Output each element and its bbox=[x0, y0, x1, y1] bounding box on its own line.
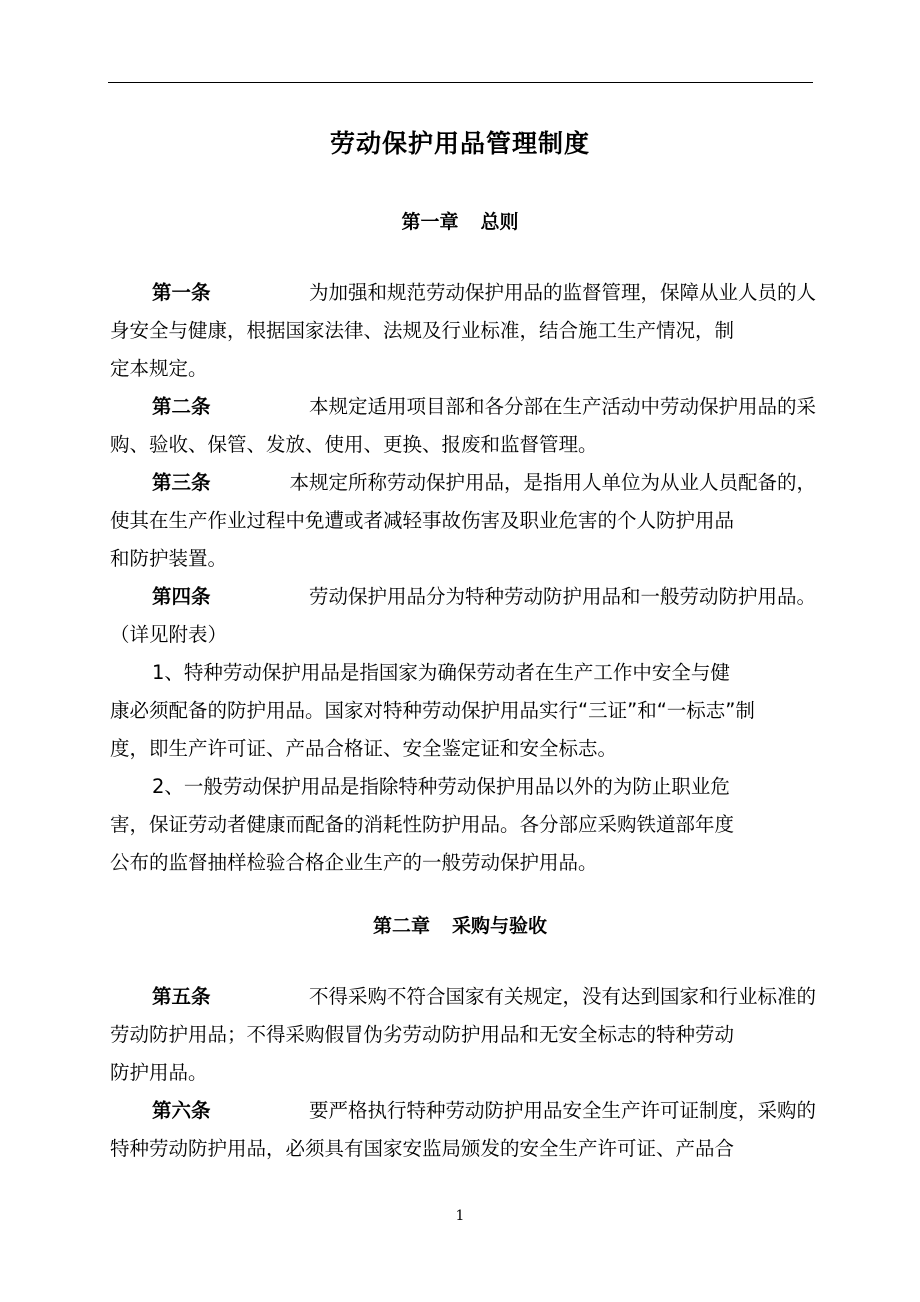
chapter-1-heading bbox=[0, 207, 920, 234]
article-3-line-3: 和防护装置。 bbox=[110, 547, 228, 570]
chapter-2-name: 采购与验收 bbox=[452, 915, 548, 937]
article-5-lead: 第五条 bbox=[152, 985, 211, 1008]
item-1-line-1: 1、特种劳动保护用品是指国家为确保劳动者在生产工作中安全与健 bbox=[152, 661, 730, 684]
article-1-lead: 第一条 bbox=[152, 281, 211, 304]
document-title: 劳动保护用品管理制度 bbox=[329, 129, 590, 158]
article-1-line-1: 为加强和规范劳动保护用品的监督管理，保障从业人员的人 bbox=[308, 281, 816, 304]
header-rule bbox=[108, 82, 813, 83]
article-1-line-2: 身安全与健康，根据国家法律、法规及行业标准，结合施工生产情况，制 bbox=[110, 319, 735, 342]
article-3-line-2: 使其在生产作业过程中免遭或者减轻事故伤害及职业危害的个人防护用品 bbox=[110, 509, 735, 532]
item-2-line-3: 公布的监督抽样检验合格企业生产的一般劳动保护用品。 bbox=[110, 851, 598, 874]
article-1-line-3: 定本规定。 bbox=[110, 357, 208, 380]
article-3-line-1: 本规定所称劳动保护用品，是指用人单位为从业人员配备的， bbox=[289, 471, 816, 494]
page-number: 1 bbox=[455, 1208, 465, 1224]
chapter-1-label: 第一章 bbox=[401, 211, 459, 233]
article-4-lead: 第四条 bbox=[152, 585, 211, 608]
item-2 bbox=[110, 768, 816, 882]
item-2-line-2: 害，保证劳动者健康而配备的消耗性防护用品。各分部应采购铁道部年度 bbox=[110, 813, 735, 836]
article-3-lead: 第三条 bbox=[152, 471, 211, 494]
article-4-line-2: （详见附表） bbox=[110, 623, 228, 646]
article-2-lead: 第二条 bbox=[152, 395, 211, 418]
article-5-line-2: 劳动防护用品；不得采购假冒伪劣劳动防护用品和无安全标志的特种劳动 bbox=[110, 1023, 735, 1046]
item-2-line-1: 2、一般劳动保护用品是指除特种劳动保护用品以外的为防止职业危 bbox=[152, 775, 730, 798]
chapter-2-body bbox=[110, 978, 816, 1168]
article-2-line-2: 购、验收、保管、发放、使用、更换、报废和监督管理。 bbox=[110, 433, 598, 456]
article-2 bbox=[110, 388, 816, 464]
chapter-1-body bbox=[110, 274, 816, 882]
article-1 bbox=[110, 274, 816, 388]
article-5 bbox=[110, 978, 816, 1092]
article-6-line-2: 特种劳动防护用品，必须具有国家安监局颁发的安全生产许可证、产品合 bbox=[110, 1137, 735, 1160]
chapter-2-label: 第二章 bbox=[372, 915, 430, 937]
chapter-2-heading bbox=[0, 911, 920, 938]
chapter-1-name: 总则 bbox=[480, 211, 519, 233]
item-1-line-3: 度，即生产许可证、产品合格证、安全鉴定证和安全标志。 bbox=[110, 737, 618, 760]
article-3 bbox=[110, 464, 816, 578]
item-1 bbox=[110, 654, 816, 768]
article-6-lead: 第六条 bbox=[152, 1099, 211, 1122]
article-5-line-3: 防护用品。 bbox=[110, 1061, 208, 1084]
item-1-line-2: 康必须配备的防护用品。国家对特种劳动保护用品实行“三证”和“一标志”制 bbox=[110, 699, 755, 722]
article-6-line-1: 要严格执行特种劳动防护用品安全生产许可证制度，采购的 bbox=[308, 1099, 816, 1122]
article-4 bbox=[110, 578, 816, 654]
article-4-line-1: 劳动保护用品分为特种劳动防护用品和一般劳动防护用品。 bbox=[308, 585, 816, 608]
article-5-line-1: 不得采购不符合国家有关规定，没有达到国家和行业标准的 bbox=[308, 985, 816, 1008]
article-6 bbox=[110, 1092, 816, 1168]
article-2-line-1: 本规定适用项目部和各分部在生产活动中劳动保护用品的采 bbox=[308, 395, 816, 418]
